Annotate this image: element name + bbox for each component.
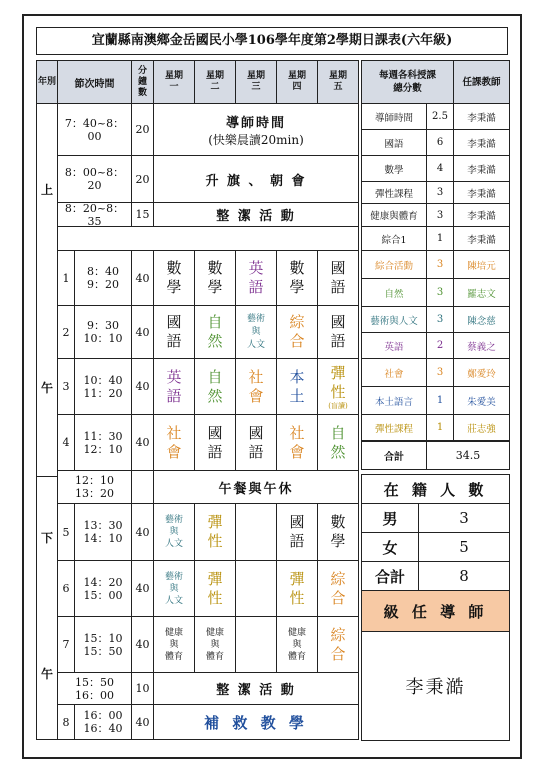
period-end: 12：10	[83, 442, 123, 456]
period-time	[74, 704, 132, 740]
lesson-p6-day3	[235, 560, 277, 617]
header-day-3: 星期三	[235, 60, 277, 104]
subject-name-13: 彈性課程	[361, 414, 427, 441]
enrollment-total-count: 8	[418, 561, 510, 591]
subject-hours-9: 3	[426, 306, 454, 333]
period-time	[74, 616, 132, 673]
clean-start: 15：50	[75, 675, 114, 689]
lesson-p2-day2: 自 然	[194, 305, 236, 359]
subject-hours-2: 6	[426, 129, 454, 156]
period-number: 8	[57, 704, 75, 740]
subject-hours-1: 2.5	[426, 103, 454, 130]
clean-merged: 整 潔 活 動	[153, 672, 359, 705]
lesson-p2-day5: 國 語	[317, 305, 359, 359]
session-pm-col	[36, 476, 58, 740]
subject-teacher-12: 朱愛美	[453, 386, 510, 415]
period-end: 11：20	[83, 386, 123, 400]
lunch-minutes	[131, 470, 154, 504]
period-start: 15：10	[83, 631, 123, 645]
period-number: 3	[57, 358, 75, 415]
session-am-char: 上	[40, 182, 53, 197]
total-label: 合計	[361, 441, 427, 470]
lesson-p7-day5: 綜 合	[317, 616, 359, 673]
period-r3-time: 8：20~8：35	[57, 202, 132, 227]
lesson-p1-day5: 國 語	[317, 250, 359, 306]
period-minutes: 40	[131, 250, 154, 306]
subject-name-6: 綜合1	[361, 226, 427, 251]
lesson-p1-day2: 數 學	[194, 250, 236, 306]
lesson-p5-day3	[235, 503, 277, 561]
lunch-merged: 午餐與午休	[153, 470, 359, 504]
lesson-p2-day1: 國 語	[153, 305, 195, 359]
period-time	[74, 560, 132, 617]
male-count: 3	[418, 503, 510, 533]
period-end: 14：10	[83, 532, 123, 545]
subject-teacher-6: 李秉澔	[453, 226, 510, 251]
lesson-p3-day3: 社 會	[235, 358, 277, 415]
subject-name-5: 健康與體育	[361, 203, 427, 227]
period-number: 2	[57, 305, 75, 359]
lesson-p1-day3: 英 語	[235, 250, 277, 306]
session-noon-char: 午	[40, 380, 53, 395]
header-minutes: 分鐘數	[131, 60, 154, 104]
header-grade: 年別	[36, 60, 58, 104]
page-title: 宜蘭縣南澳鄉金岳國民小學106學年度第2學期日課表(六年級)	[36, 27, 508, 55]
period-number: 1	[57, 250, 75, 306]
period-time	[74, 250, 132, 306]
lesson-p4-day2: 國 語	[194, 414, 236, 471]
subject-teacher-9: 陳念慈	[453, 306, 510, 333]
period-minutes: 40	[131, 503, 154, 561]
subject-hours-13: 1	[426, 414, 454, 441]
subject-teacher-11: 鄭愛玲	[453, 358, 510, 387]
lesson-p1-day1: 數 學	[153, 250, 195, 306]
period-end: 15：00	[83, 588, 123, 602]
lesson-p1-day4: 數 學	[276, 250, 318, 306]
subject-hours-8: 3	[426, 278, 454, 307]
female-count: 5	[418, 532, 510, 562]
subject-name-8: 自然	[361, 278, 427, 307]
lesson-p4-day4: 社 會	[276, 414, 318, 471]
subject-hours-7: 3	[426, 250, 454, 279]
subject-name-7: 綜合活動	[361, 250, 427, 279]
lesson-p6-day2: 彈 性	[194, 560, 236, 617]
subject-teacher-7: 陳培元	[453, 250, 510, 279]
period-r2-merged: 升 旗 、 朝 會	[153, 155, 359, 203]
lesson-p3-day1: 英 語	[153, 358, 195, 415]
homeroom-teacher-title: 級 任 導 師	[361, 590, 510, 632]
period-start: 16：00	[83, 709, 123, 722]
subject-hours-4: 3	[426, 181, 454, 204]
lesson-p2-day3: 藝術 與 人文	[235, 305, 277, 359]
period-r1-merged	[153, 103, 359, 156]
period-minutes: 40	[131, 305, 154, 359]
period-minutes: 40	[131, 704, 154, 740]
lesson-p3-day5: 彈 性 (盲讀)	[317, 358, 359, 415]
subject-name-11: 社會	[361, 358, 427, 387]
period-start: 9：30	[87, 319, 119, 332]
period-start: 14：20	[83, 575, 123, 589]
header-day-2: 星期二	[194, 60, 236, 104]
blank-row	[57, 226, 359, 251]
total-value: 34.5	[426, 441, 510, 470]
lesson-p4-day3: 國 語	[235, 414, 277, 471]
period-r2-minutes: 20	[131, 155, 154, 203]
session-pm2-char: 午	[40, 666, 53, 681]
period-time	[74, 305, 132, 359]
lesson-p7-day1: 健康 與 體育	[153, 616, 195, 673]
period-r2-time: 8：00~8：20	[57, 155, 132, 203]
period-minutes: 40	[131, 560, 154, 617]
reading-tag: (盲讀)	[328, 401, 348, 410]
lesson-p3-day4: 本 土	[276, 358, 318, 415]
clean-minutes: 10	[131, 672, 154, 705]
lesson-p6-day1: 藝術 與 人文	[153, 560, 195, 617]
subject-teacher-13: 莊志強	[453, 414, 510, 441]
subject-teacher-5: 李秉澔	[453, 203, 510, 227]
header-period-time: 節次時間	[57, 60, 132, 104]
subject-hours-12: 1	[426, 386, 454, 415]
lunch-time	[57, 470, 132, 504]
subject-name-10: 英語	[361, 332, 427, 359]
clean-end: 16：00	[75, 688, 114, 702]
subject-hours-6: 1	[426, 226, 454, 251]
period-time	[74, 503, 132, 561]
subject-hours-10: 2	[426, 332, 454, 359]
period-start: 11：30	[83, 429, 123, 443]
header-day-1: 星期一	[153, 60, 195, 104]
subject-teacher-4: 李秉澔	[453, 181, 510, 204]
period-end: 10：10	[83, 332, 123, 345]
lesson-p4-day1: 社 會	[153, 414, 195, 471]
header-teacher: 任課教師	[453, 60, 510, 104]
period-r3-merged: 整 潔 活 動	[153, 202, 359, 227]
reading-note: (快樂晨讀20min)	[208, 132, 304, 147]
period-number: 5	[57, 503, 75, 561]
lesson-p3-day2: 自 然	[194, 358, 236, 415]
subject-teacher-2: 李秉澔	[453, 129, 510, 156]
clean-time	[57, 672, 132, 705]
lesson-p5-day2: 彈 性	[194, 503, 236, 561]
period-end: 9：20	[87, 278, 119, 291]
lesson-p2-day4: 綜 合	[276, 305, 318, 359]
remedial-merged: 補 救 教 學	[153, 704, 359, 740]
period-end: 15：50	[83, 644, 123, 658]
subject-name-12: 本土語言	[361, 386, 427, 415]
period-minutes: 40	[131, 358, 154, 415]
lunch-end: 13：20	[75, 487, 114, 500]
period-start: 13：30	[83, 519, 123, 532]
lesson-p5-day4: 國 語	[276, 503, 318, 561]
enrollment-total-label: 合計	[361, 561, 419, 591]
period-minutes: 40	[131, 616, 154, 673]
period-number: 7	[57, 616, 75, 673]
lesson-p6-day5: 綜 合	[317, 560, 359, 617]
period-start: 10：40	[83, 373, 123, 387]
lesson-p7-day2: 健康 與 體育	[194, 616, 236, 673]
subject-name-3: 數學	[361, 155, 427, 182]
header-subject-hours: 每週各科授課總分數	[361, 60, 454, 104]
period-time	[74, 358, 132, 415]
subject-name-2: 國語	[361, 129, 427, 156]
lesson-p7-day4: 健康 與 體育	[276, 616, 318, 673]
female-label: 女	[361, 532, 419, 562]
period-r1-time: 7：40~8：00	[57, 103, 132, 156]
enrollment-title: 在 籍 人 數	[361, 474, 510, 504]
lesson-p5-day5: 數 學	[317, 503, 359, 561]
lesson-p4-day5: 自 然	[317, 414, 359, 471]
session-am-col	[36, 103, 58, 477]
subject-teacher-10: 蔡義之	[453, 332, 510, 359]
subject-teacher-1: 李秉澔	[453, 103, 510, 130]
lesson-p5-day1: 藝術 與 人文	[153, 503, 195, 561]
lunch-start: 12：10	[75, 474, 114, 487]
subject-name-9: 藝術與人文	[361, 306, 427, 333]
period-end: 16：40	[83, 722, 123, 735]
subject-name-4: 彈性課程	[361, 181, 427, 204]
male-label: 男	[361, 503, 419, 533]
subject-hours-3: 4	[426, 155, 454, 182]
period-r3-minutes: 15	[131, 202, 154, 227]
subject-teacher-8: 羅志文	[453, 278, 510, 307]
header-day-4: 星期四	[276, 60, 318, 104]
subject-hours-5: 3	[426, 203, 454, 227]
period-number: 4	[57, 414, 75, 471]
header-day-5: 星期五	[317, 60, 359, 104]
period-number: 6	[57, 560, 75, 617]
session-pm-char: 下	[40, 530, 53, 545]
period-start: 8：40	[87, 265, 119, 278]
period-time	[74, 414, 132, 471]
homeroom-teacher-name: 李秉澔	[361, 631, 510, 741]
subject-hours-11: 3	[426, 358, 454, 387]
lesson-p7-day3	[235, 616, 277, 673]
homeroom-time-label: 導師時間	[225, 115, 286, 131]
subject-name-1: 導師時間	[361, 103, 427, 130]
period-r1-minutes: 20	[131, 103, 154, 156]
lesson-p6-day4: 彈 性	[276, 560, 318, 617]
subject-teacher-3: 李秉澔	[453, 155, 510, 182]
period-minutes: 40	[131, 414, 154, 471]
